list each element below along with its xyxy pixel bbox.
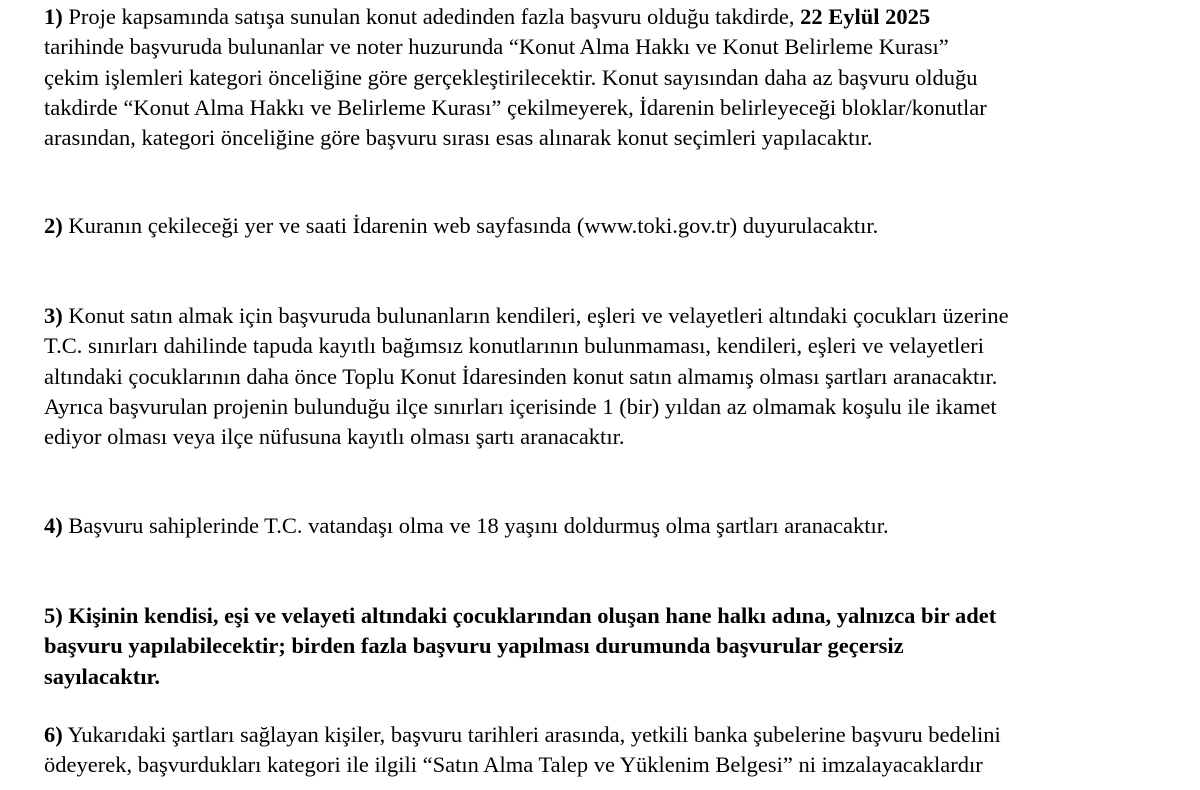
paragraph-1-line-1 — [44, 2, 1174, 32]
paragraph-1-number: 1) — [44, 4, 63, 29]
paragraph-1-line-3: çekim işlemleri kategori önceliğine göre gerçekleştirilecektir. Konut sayısından daha az başvuru olduğu — [44, 64, 978, 90]
paragraph-3-line-3: altındaki çocuklarının daha önce Toplu Konut İdaresinden konut satın almamış olması şartları aranacaktır. — [44, 363, 998, 389]
paragraph-5-number: 5) — [44, 603, 63, 628]
paragraph-5-line-1 — [44, 601, 1174, 631]
paragraph-4-number: 4) — [44, 513, 63, 538]
draw-date: 22 Eylül 2025 — [800, 4, 931, 29]
paragraph-1-line-1-text: Proje kapsamında satışa sunulan konut adedinden fazla başvuru olduğu takdirde, — [62, 4, 801, 29]
paragraph-6-number: 6) — [44, 722, 63, 747]
paragraph-3-line-4: Ayrıca başvurulan projenin bulunduğu ilçe sınırları içerisinde 1 (bir) yıldan az olmamak koşulu ile ikamet — [44, 393, 997, 419]
paragraph-2-number: 2) — [44, 213, 63, 238]
paragraph-3-line-2: T.C. sınırları dahilinde tapuda kayıtlı bağımsız konutlarının bulunmaması, kendileri, eşleri ve velayetleri — [44, 333, 984, 359]
paragraph-1-line-4: takdirde “Konut Alma Hakkı ve Belirleme Kurası” çekilmeyerek, İdarenin belirleyeceği bloklar/konutlar — [44, 94, 987, 120]
paragraph-1-line-5: arasından, kategori önceliğine göre başvuru sırası esas alınarak konut seçimleri yapılacaktır. — [44, 125, 873, 151]
paragraph-3 — [44, 301, 1174, 452]
paragraph-2 — [44, 211, 1174, 241]
paragraph-2-line-1-text: Kuranın çekileceği yer ve saati İdarenin web sayfasında (www.toki.gov.tr) duyurulacaktır. — [62, 213, 879, 238]
paragraph-1-line-2: tarihinde başvuruda bulunanlar ve noter huzurunda “Konut Alma Hakkı ve Konut Belirleme Kurası” — [44, 34, 949, 60]
paragraph-3-line-1 — [44, 301, 1174, 331]
paragraph-5-line-3: sayılacaktır. — [44, 663, 161, 689]
paragraph-5 — [44, 601, 1174, 692]
paragraph-4-line-1 — [44, 511, 1174, 541]
paragraph-3-number: 3) — [44, 303, 63, 328]
paragraph-4 — [44, 511, 1174, 541]
paragraph-3-line-1-text: Konut satın almak için başvuruda bulunanların kendileri, eşleri ve velayetleri altındaki çocukları üzerine — [62, 303, 1009, 328]
paragraph-4-line-1-text: Başvuru sahiplerinde T.C. vatandaşı olma ve 18 yaşını doldurmuş olma şartları aranacaktır. — [62, 513, 889, 538]
paragraph-6 — [44, 720, 1174, 781]
paragraph-5-line-1-text: Kişinin kendisi, eşi ve velayeti altındaki çocuklarından oluşan hane halkı adına, yalnızca bir adet — [62, 603, 997, 628]
paragraph-1 — [44, 2, 1174, 153]
paragraph-6-line-1-text: Yukarıdaki şartları sağlayan kişiler, başvuru tarihleri arasında, yetkili banka şubelerine başvuru bedelini — [62, 722, 1001, 747]
paragraph-6-line-1 — [44, 720, 1174, 750]
paragraph-2-line-1 — [44, 211, 1174, 241]
paragraph-3-line-5: ediyor olması veya ilçe nüfusuna kayıtlı olması şartı aranacaktır. — [44, 424, 625, 450]
paragraph-6-line-2: ödeyerek, başvurdukları kategori ile ilgili “Satın Alma Talep ve Yüklenim Belgesi” ni imzalayacaklardır — [44, 752, 983, 778]
paragraph-5-line-2: başvuru yapılabilecektir; birden fazla başvuru yapılması durumunda başvurular geçersiz — [44, 633, 904, 659]
